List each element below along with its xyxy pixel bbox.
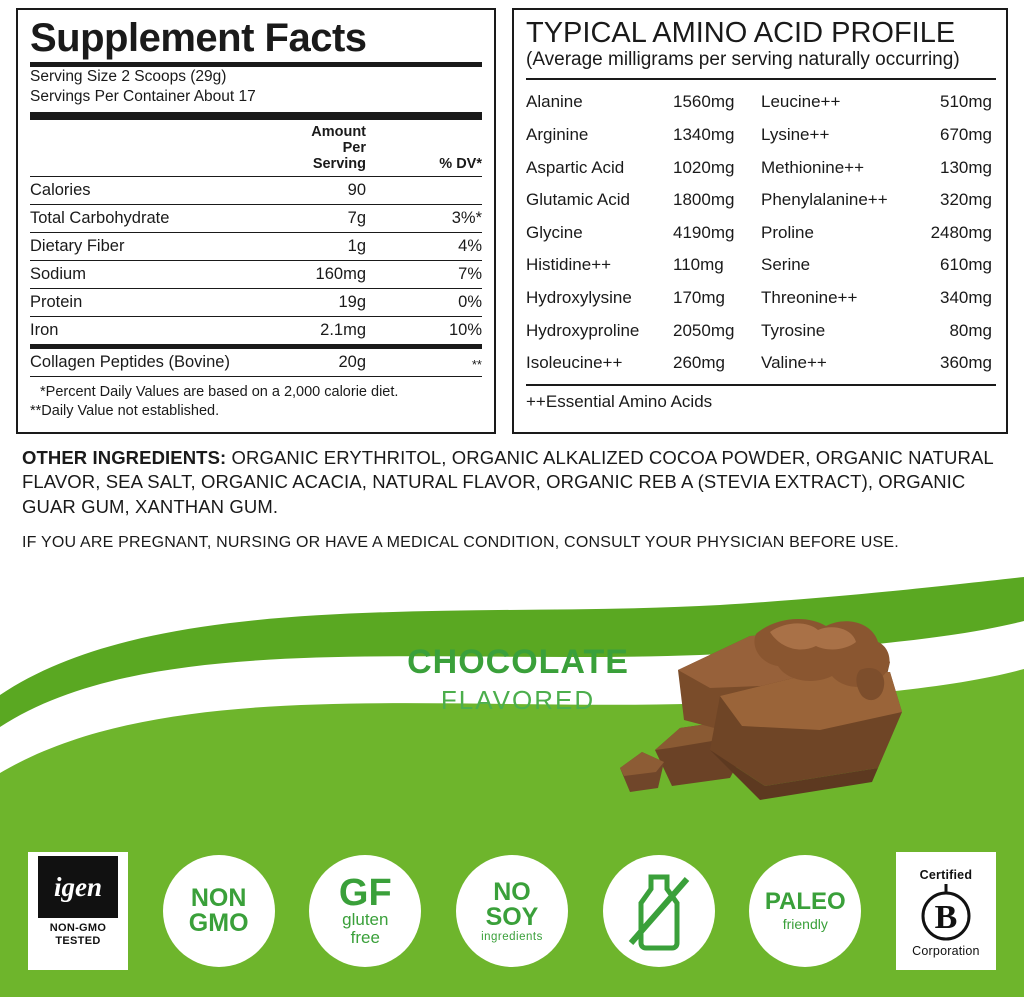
flavor-callout bbox=[368, 645, 668, 716]
list-item bbox=[526, 119, 761, 152]
amino-name: Arginine bbox=[526, 124, 589, 144]
row-dv: 10% bbox=[410, 316, 482, 346]
amino-name: Lysine++ bbox=[761, 124, 830, 144]
list-item bbox=[526, 184, 761, 217]
row-label: Iron bbox=[30, 316, 300, 346]
certification-badges bbox=[0, 825, 1024, 997]
badge-igen-non-gmo-tested bbox=[28, 852, 128, 970]
list-item bbox=[761, 119, 996, 152]
amino-value: 1560mg bbox=[673, 92, 735, 112]
other-ingredients-text: ORGANIC ERYTHRITOL, ORGANIC ALKALIZED COCOA POWDER, ORGANIC NATURAL FLAVOR, SEA SALT, ORGANIC ACACIA, NATURAL FLAVOR, ORGANIC REB A (STEVIA EXTRACT), ORGANIC GUAR GUM, XANTHAN GUM. bbox=[22, 446, 994, 517]
essential-amino-acids-note: ++Essential Amino Acids bbox=[526, 391, 713, 411]
supplement-facts-title: Supplement Facts bbox=[30, 16, 367, 60]
row-label: Calories bbox=[30, 176, 300, 204]
amino-name: Aspartic Acid bbox=[526, 157, 625, 177]
row-label: Protein bbox=[30, 288, 300, 316]
table-row-collagen bbox=[30, 346, 482, 376]
amino-value: 610mg bbox=[940, 255, 992, 275]
other-ingredients bbox=[0, 434, 1024, 520]
table-row bbox=[30, 288, 482, 316]
list-item bbox=[761, 315, 996, 348]
row-amount: 160mg bbox=[300, 260, 410, 288]
list-item bbox=[761, 217, 996, 250]
igen-wordmark: igen bbox=[53, 871, 102, 902]
igen-line1: NON-GMO bbox=[49, 922, 107, 934]
row-amount: 20g bbox=[300, 346, 410, 376]
amino-value: 4190mg bbox=[673, 222, 735, 242]
badge-no-soy bbox=[456, 855, 568, 967]
table-row bbox=[30, 316, 482, 346]
row-label: Collagen Peptides (Bovine) bbox=[30, 346, 300, 376]
list-item bbox=[526, 217, 761, 250]
gluten-free-abbrev: GF bbox=[338, 872, 392, 915]
list-item bbox=[526, 282, 761, 315]
row-label: Total Carbohydrate bbox=[30, 204, 300, 232]
table-row bbox=[30, 232, 482, 260]
row-dv bbox=[410, 176, 482, 204]
table-row bbox=[30, 176, 482, 204]
bcorp-letter: B bbox=[934, 899, 958, 936]
amino-name: Hydroxyproline bbox=[526, 320, 640, 340]
no-dairy-icon bbox=[619, 869, 699, 953]
amino-value: 110mg bbox=[673, 255, 724, 275]
amino-value: 510mg bbox=[940, 92, 992, 112]
amino-name: Glutamic Acid bbox=[526, 190, 630, 210]
amino-name: Isoleucine++ bbox=[526, 353, 623, 373]
amino-acid-column-right bbox=[761, 86, 996, 380]
supplement-facts-panel bbox=[16, 8, 496, 434]
col-blank bbox=[30, 120, 300, 177]
other-ingredients-label: OTHER INGREDIENTS: bbox=[22, 446, 227, 468]
amino-value: 2050mg bbox=[673, 320, 735, 340]
amino-acid-column-left bbox=[526, 86, 761, 380]
list-item bbox=[761, 282, 996, 315]
badge-non-gmo bbox=[163, 855, 275, 967]
amino-name: Histidine++ bbox=[526, 255, 612, 275]
list-item bbox=[526, 152, 761, 185]
b-corp-icon bbox=[917, 882, 975, 944]
row-dv: 7% bbox=[410, 260, 482, 288]
non-gmo-line2: GMO bbox=[188, 909, 249, 937]
list-item bbox=[526, 249, 761, 282]
col-amount-per-serving: Amount Per Serving bbox=[311, 123, 366, 172]
igen-logo-icon bbox=[38, 856, 118, 918]
gluten-free-line2: gluten bbox=[342, 910, 389, 930]
amino-name: Threonine++ bbox=[761, 288, 858, 308]
paleo-line2: friendly bbox=[782, 916, 828, 932]
amino-value: 670mg bbox=[940, 124, 992, 144]
amino-name: Proline bbox=[761, 222, 814, 242]
list-item bbox=[761, 152, 996, 185]
amino-value: 130mg bbox=[940, 157, 992, 177]
no-soy-line1: NO bbox=[493, 877, 531, 906]
amino-value: 320mg bbox=[940, 190, 992, 210]
flavor-name: CHOCOLATE bbox=[407, 643, 629, 681]
row-amount: 2.1mg bbox=[300, 316, 410, 346]
paleo-line1: PALEO bbox=[764, 888, 846, 915]
list-item bbox=[526, 347, 761, 380]
table-row bbox=[30, 204, 482, 232]
amino-name: Alanine bbox=[526, 92, 583, 112]
row-dv: ** bbox=[410, 346, 482, 376]
amino-value: 80mg bbox=[949, 320, 992, 340]
list-item bbox=[761, 249, 996, 282]
amino-name: Leucine++ bbox=[761, 92, 841, 112]
row-amount: 19g bbox=[300, 288, 410, 316]
badge-paleo-friendly bbox=[749, 855, 861, 967]
bcorp-line1: Certified bbox=[919, 868, 973, 882]
amino-value: 170mg bbox=[673, 288, 725, 308]
table-row bbox=[30, 260, 482, 288]
amino-name: Methionine++ bbox=[761, 157, 865, 177]
row-amount: 90 bbox=[300, 176, 410, 204]
row-amount: 7g bbox=[300, 204, 410, 232]
row-dv: 4% bbox=[410, 232, 482, 260]
list-item bbox=[526, 315, 761, 348]
amino-value: 1800mg bbox=[673, 190, 735, 210]
amino-acid-title: TYPICAL AMINO ACID PROFILE bbox=[526, 17, 956, 49]
flavor-qualifier: FLAVORED bbox=[440, 684, 596, 715]
amino-value: 260mg bbox=[673, 353, 725, 373]
list-item bbox=[761, 86, 996, 119]
amino-name: Phenylalanine++ bbox=[761, 190, 888, 210]
nutrition-panels bbox=[0, 0, 1024, 434]
gluten-free-line3: free bbox=[350, 928, 380, 948]
amino-name: Hydroxylysine bbox=[526, 288, 632, 308]
badge-dairy-free bbox=[603, 855, 715, 967]
amino-name: Glycine bbox=[526, 222, 583, 242]
no-soy-line3: ingredients bbox=[481, 930, 543, 943]
col-percent-dv: % DV* bbox=[439, 155, 482, 172]
amino-name: Valine++ bbox=[761, 353, 827, 373]
amino-value: 360mg bbox=[940, 353, 992, 373]
amino-name: Serine bbox=[761, 255, 811, 275]
amino-name: Tyrosine bbox=[761, 320, 826, 340]
no-soy-line2: SOY bbox=[485, 902, 539, 931]
supplement-facts-table bbox=[30, 120, 482, 376]
bcorp-line3: Corporation bbox=[912, 944, 980, 958]
list-item bbox=[761, 184, 996, 217]
row-label: Dietary Fiber bbox=[30, 232, 300, 260]
row-dv: 3%* bbox=[410, 204, 482, 232]
amino-value: 340mg bbox=[940, 288, 992, 308]
non-gmo-line1: NON bbox=[190, 884, 247, 912]
amino-value: 1340mg bbox=[673, 124, 735, 144]
list-item bbox=[761, 347, 996, 380]
footnote-daily-values: *Percent Daily Values are based on a 2,000 calorie diet. bbox=[40, 383, 399, 400]
serving-size: Serving Size 2 Scoops (29g) bbox=[30, 68, 227, 85]
servings-per-container: Servings Per Container About 17 bbox=[30, 87, 256, 105]
amino-value: 1020mg bbox=[673, 157, 735, 177]
amino-acid-subtitle: (Average milligrams per serving naturally occurring) bbox=[526, 49, 960, 71]
row-amount: 1g bbox=[300, 232, 410, 260]
amino-acid-panel bbox=[512, 8, 1008, 434]
amino-value: 2480mg bbox=[930, 222, 992, 242]
row-dv: 0% bbox=[410, 288, 482, 316]
igen-line2: TESTED bbox=[55, 934, 101, 947]
warning-text: IF YOU ARE PREGNANT, NURSING OR HAVE A MEDICAL CONDITION, CONSULT YOUR PHYSICIAN BEFORE USE. bbox=[22, 533, 899, 551]
footnote-dv-not-established: **Daily Value not established. bbox=[30, 403, 220, 420]
badge-gluten-free bbox=[309, 855, 421, 967]
badge-certified-b-corporation bbox=[896, 852, 996, 970]
list-item bbox=[526, 86, 761, 119]
row-label: Sodium bbox=[30, 260, 300, 288]
